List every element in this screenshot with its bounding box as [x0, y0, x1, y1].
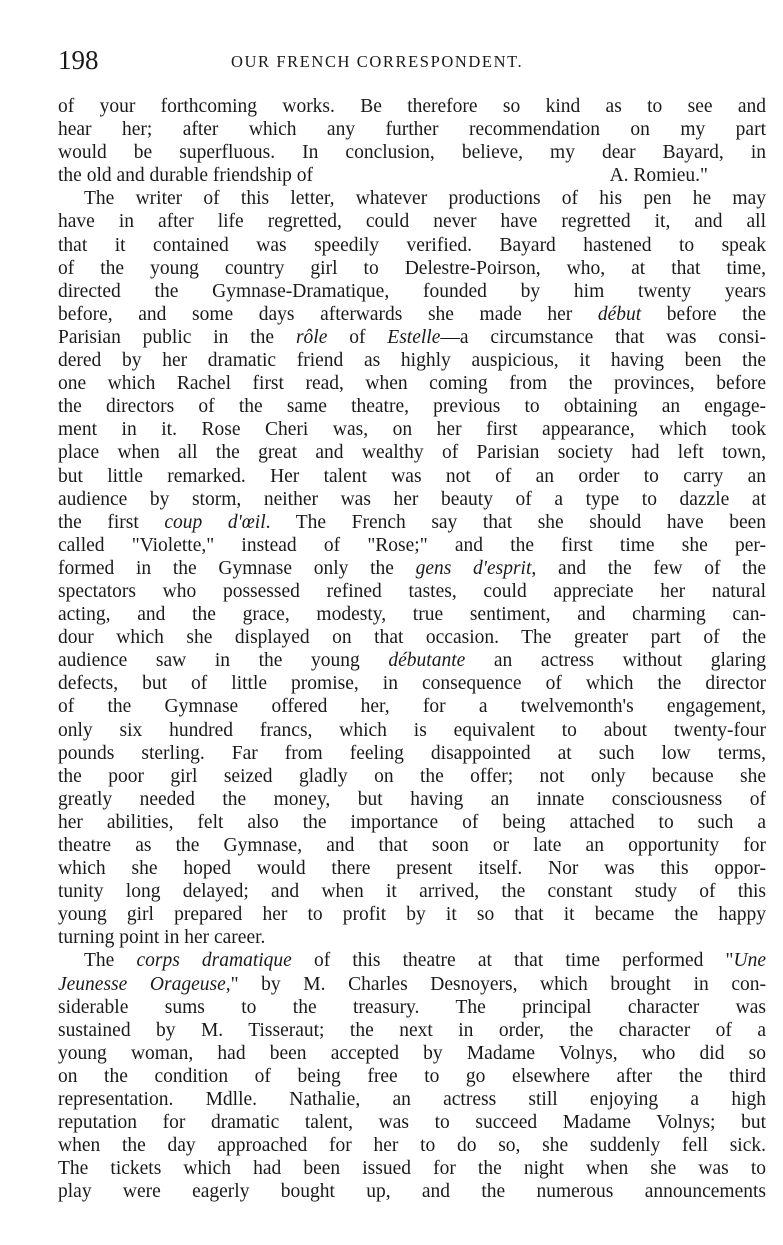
- paragraph-1-line: place when all the great and wealthy of Parisian society had left town,: [58, 442, 766, 464]
- running-title: OUR FRENCH CORRESPONDENT.: [231, 52, 524, 71]
- text-line: of your forthcoming works. Be therefore so kind as to see and: [58, 96, 766, 117]
- paragraph-1-line: turning point in her career.: [58, 927, 266, 949]
- body-text: [58, 95, 766, 1204]
- paragraph-1-line: that it contained was speedily verified. Bayard hastened to speak: [58, 234, 766, 256]
- paragraph-1-line: formed in the Gymnase only the gens d'esprit, and the few of the: [58, 557, 766, 579]
- paragraph-2-line: play were eagerly bought up, and the numerous announcements: [58, 1181, 766, 1203]
- paragraph-1-line: Parisian public in the rôle of Estelle—a circumstance that was consi-: [58, 326, 766, 348]
- paragraph-2-line: Jeunesse Orageuse," by M. Charles Desnoyers, which brought in con-: [58, 973, 767, 995]
- paragraph-1-line: but little remarked. Her talent was not of an order to carry an: [58, 465, 766, 487]
- text-line: would be superfluous. In conclusion, believe, my dear Bayard, in: [58, 142, 766, 164]
- page-number: 198: [58, 45, 99, 75]
- paragraph-2-line: siderable sums to the treasury. The principal character was: [58, 996, 766, 1018]
- paragraph-2-line: representation. Mdlle. Nathalie, an actress still enjoying a high: [58, 1089, 766, 1111]
- paragraph-2-line: when the day approached for her to do so, she suddenly fell sick.: [58, 1135, 766, 1157]
- signature: A. Romieu.": [609, 165, 708, 187]
- paragraph-2-line: The corps dramatique of this theatre at that time performed "Une: [84, 950, 766, 972]
- paragraph-1-line: before, and some days afterwards she made her début before the: [58, 303, 767, 325]
- paragraph-1-line: directed the Gymnase-Dramatique, founded by him twenty years: [58, 280, 766, 302]
- paragraph-2-line: on the condition of being free to go elsewhere after the third: [58, 1065, 766, 1087]
- paragraph-2-line: The tickets which had been issued for the night when she was to: [58, 1158, 766, 1180]
- paragraph-1-line: have in after life regretted, could never have regretted it, and all: [58, 211, 766, 233]
- paragraph-1-line: ment in it. Rose Cheri was, on her first appearance, which took: [58, 419, 766, 441]
- paragraph-1-line: audience saw in the young débutante an actress without glaring: [58, 650, 766, 672]
- text-line: the old and durable friendship of: [58, 165, 314, 187]
- paragraph-1-line: acting, and the grace, modesty, true sentiment, and charming can-: [58, 604, 766, 626]
- paragraph-1-line: the poor girl seized gladly on the offer; not only because she: [58, 765, 766, 787]
- paragraph-1-line: dour which she displayed on that occasion. The greater part of the: [58, 627, 766, 649]
- text-line: hear her; after which any further recommendation on my part: [58, 119, 766, 141]
- paragraph-2-line: sustained by M. Tisseraut; the next in order, the character of a: [58, 1019, 766, 1041]
- paragraph-1-line: the first coup d'œil. The French say that she should have been: [58, 511, 767, 533]
- paragraph-1-line: audience by storm, neither was her beauty of a type to dazzle at: [58, 488, 766, 510]
- paragraph-1-line: the directors of the same theatre, previous to obtaining an engage-: [58, 396, 766, 418]
- paragraph-1-line: pounds sterling. Far from feeling disappointed at such low terms,: [58, 742, 766, 764]
- paragraph-1-line: called "Violette," instead of "Rose;" and the first time she per-: [58, 534, 766, 556]
- paragraph-1-line: dered by her dramatic friend as highly auspicious, it having been the: [58, 350, 766, 372]
- paragraph-1-line: young girl prepared her to profit by it so that it became the happy: [58, 904, 766, 926]
- paragraph-1-line: of the young country girl to Delestre-Poirson, who, at that time,: [58, 257, 766, 279]
- paragraph-1-line: of the Gymnase offered her, for a twelvemonth's engagement,: [58, 696, 766, 718]
- running-head: [58, 44, 768, 76]
- paragraph-1-line: only six hundred francs, which is equivalent to about twenty-four: [58, 719, 766, 741]
- paragraph-1-line: her abilities, felt also the importance of being attached to such a: [58, 811, 766, 833]
- paragraph-2-line: young woman, had been accepted by Madame Volnys, who did so: [58, 1042, 766, 1064]
- paragraph-1-line: defects, but of little promise, in consequence of which the director: [58, 673, 766, 695]
- paragraph-1-line: tunity long delayed; and when it arrived, the constant study of this: [58, 881, 766, 903]
- paragraph-1-line: spectators who possessed refined tastes, could appreciate her natural: [58, 580, 766, 602]
- paragraph-1-line: greatly needed the money, but having an innate consciousness of: [58, 788, 766, 810]
- signature-line: [58, 164, 766, 187]
- paragraph-1-line: theatre as the Gymnase, and that soon or late an opportunity for: [58, 835, 766, 856]
- paragraph-1-line: which she hoped would there present itself. Nor was this oppor-: [58, 858, 766, 880]
- paragraph-1-line: The writer of this letter, whatever productions of his pen he may: [84, 188, 766, 210]
- paragraph-2-line: reputation for dramatic talent, was to succeed Madame Volnys; but: [58, 1112, 766, 1134]
- paragraph-1-line: one which Rachel first read, when coming from the provinces, before: [58, 373, 766, 395]
